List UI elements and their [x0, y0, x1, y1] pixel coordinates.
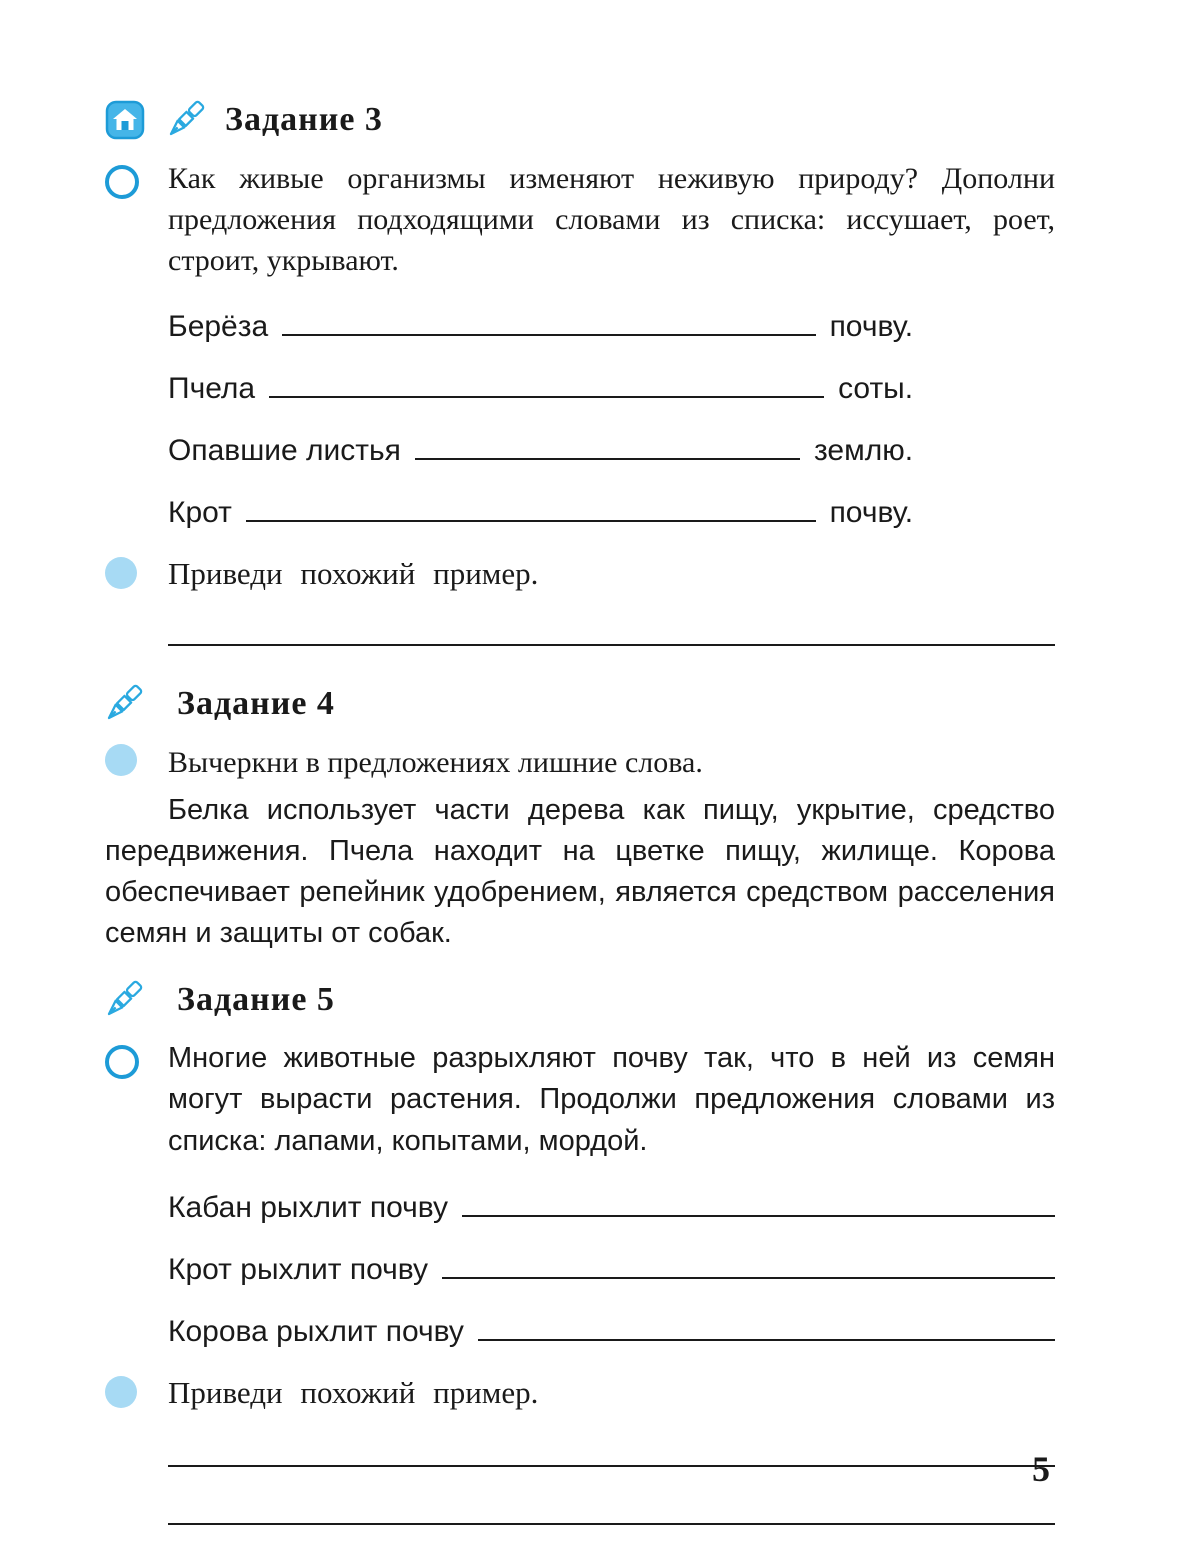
fill-in-row	[168, 365, 913, 405]
task-4-intro-row	[105, 742, 1055, 783]
task-4-body: Белка использует части дерева как пищу, укрытие, средство передвижения. Пчела находит на цветке пищу, жилище. Корова обеспечивает репейник удобрением, является средством расселения семян и защиты от собак.	[105, 793, 1055, 950]
fill-in-row	[168, 303, 913, 343]
fill-in-row	[168, 1308, 1055, 1348]
task-5-intro: Многие животные разрыхляют почву так, что в ней из семян могут вырасти растения. Продолжи предложения словами из списка: лапами, копытами, мордой.	[168, 1042, 1055, 1157]
blank-end: почву.	[829, 310, 914, 344]
task-5-prompt-row	[105, 1374, 1055, 1411]
answer-line[interactable]	[168, 1523, 1055, 1525]
blank-line[interactable]	[478, 1339, 1055, 1341]
blank-start: Корова рыхлит почву	[168, 1314, 464, 1348]
task-3-heading-row	[105, 96, 1055, 144]
pen-icon	[99, 680, 147, 728]
task-3-intro: Как живые организмы изменяют неживую природу? Дополни предложения подходящими словами из списка: иссушает, роет, строит, укрывают.	[168, 162, 1055, 278]
blank-line[interactable]	[282, 334, 815, 336]
page-number: 5	[1032, 1449, 1050, 1489]
task-3-title: Задание 3	[225, 101, 383, 138]
task-5-heading-row	[105, 976, 1055, 1024]
fill-in-row	[168, 427, 913, 467]
filled-circle-icon	[105, 744, 137, 776]
blank-end: соты.	[838, 372, 914, 406]
answer-line[interactable]	[168, 644, 1055, 646]
task-3-prompt: Приведи похожий пример.	[168, 556, 539, 592]
blank-line[interactable]	[269, 396, 824, 398]
blank-start: Пчела	[168, 372, 256, 406]
blank-end: почву.	[829, 496, 914, 530]
task-4	[105, 680, 1055, 954]
task-4-heading-row	[105, 680, 1055, 728]
filled-circle-icon	[105, 1376, 137, 1408]
answer-line[interactable]	[168, 1465, 1055, 1467]
home-icon	[105, 100, 145, 140]
blank-start: Крот	[168, 496, 232, 530]
blank-line[interactable]	[415, 458, 800, 460]
blank-line[interactable]	[246, 520, 816, 522]
blank-line[interactable]	[462, 1215, 1055, 1217]
pen-icon	[161, 96, 209, 144]
task-3-prompt-row	[105, 555, 1055, 592]
fill-in-row	[168, 1184, 1055, 1224]
blank-end: землю.	[814, 434, 914, 468]
task-3-intro-row	[105, 158, 1055, 529]
task-3	[105, 96, 1055, 646]
open-circle-icon	[105, 1045, 139, 1079]
fill-in-row	[168, 1246, 1055, 1286]
pen-icon	[99, 976, 147, 1024]
task-4-intro: Вычеркни в предложениях лишние слова.	[168, 746, 703, 780]
open-circle-icon	[105, 165, 139, 199]
task-4-title: Задание 4	[177, 685, 335, 723]
task-5	[105, 976, 1055, 1525]
task-5-intro-row	[105, 1038, 1055, 1348]
task-5-title: Задание 5	[177, 981, 335, 1019]
blank-start: Опавшие листья	[168, 434, 401, 468]
filled-circle-icon	[105, 557, 137, 589]
blank-start: Кабан рыхлит почву	[168, 1190, 449, 1224]
blank-start: Крот рыхлит почву	[168, 1252, 429, 1286]
blank-start: Берёза	[168, 310, 269, 344]
fill-in-row	[168, 489, 913, 529]
blank-line[interactable]	[442, 1277, 1055, 1279]
task-5-prompt: Приведи похожий пример.	[168, 1374, 539, 1410]
